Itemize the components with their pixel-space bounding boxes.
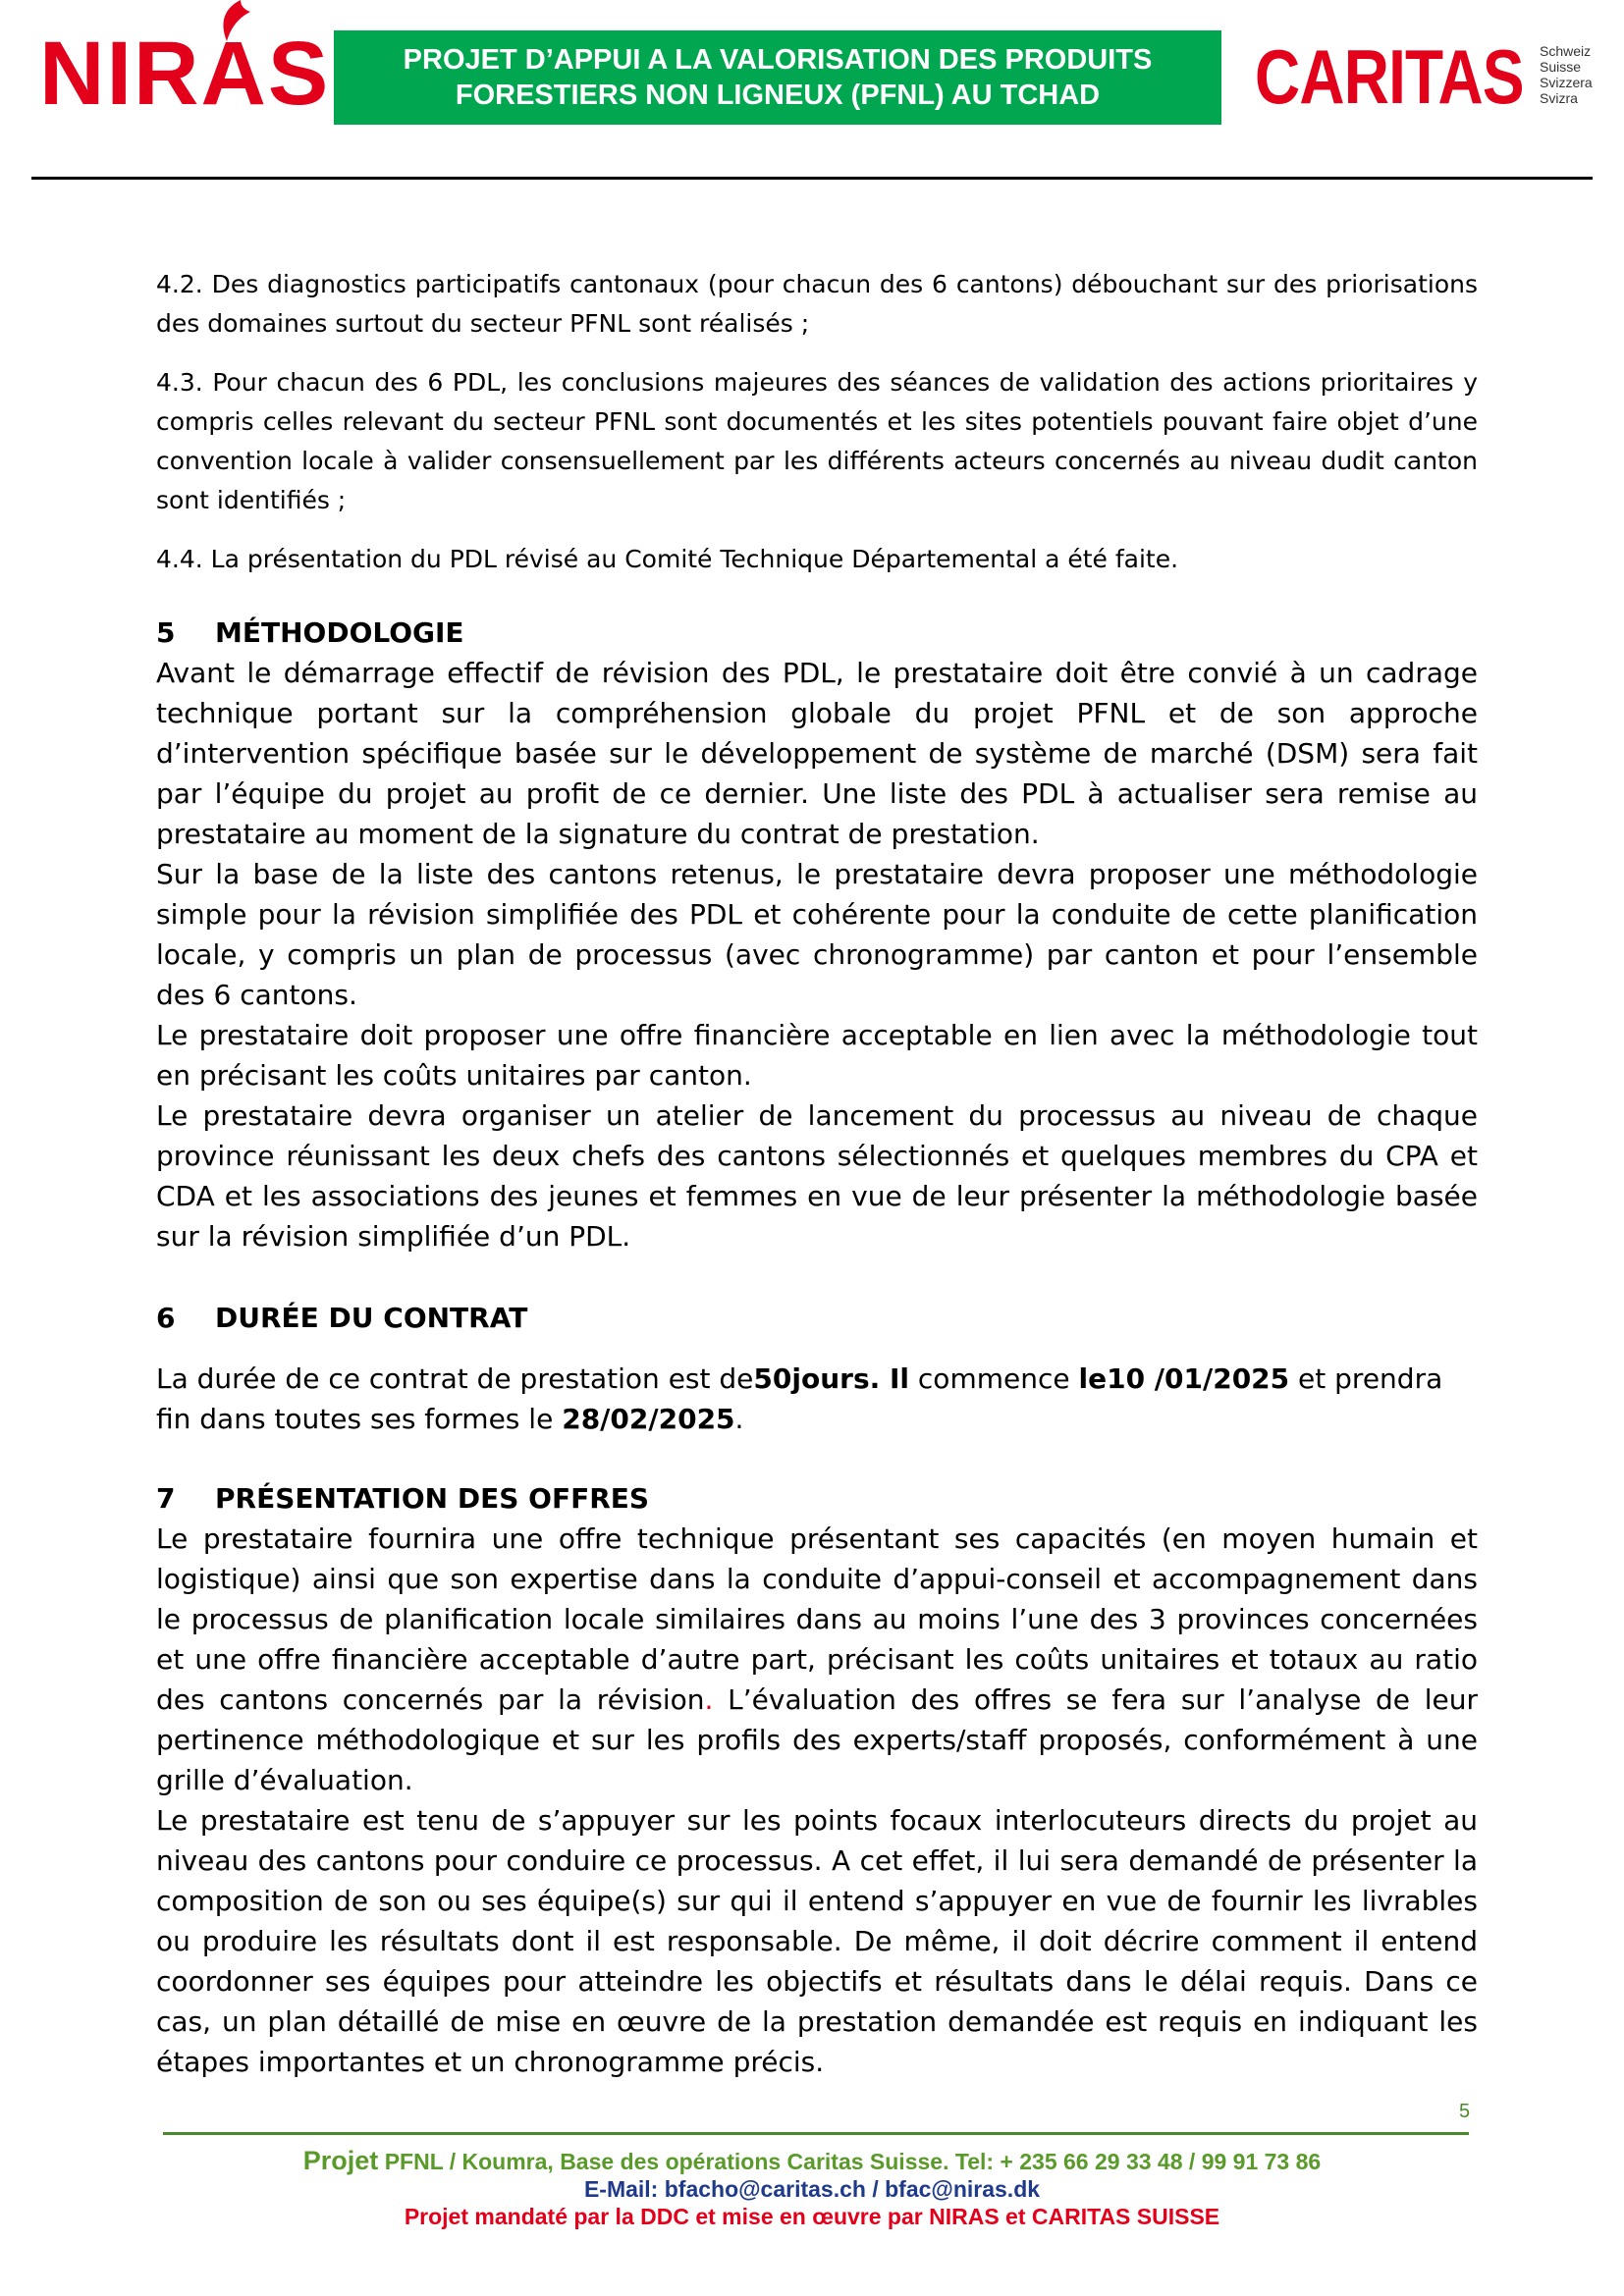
document-body-top: [156, 265, 1478, 599]
caritas-languages: [1540, 43, 1593, 106]
footer-address-line: [98, 2147, 1526, 2175]
section-7-paragraph-1: [156, 1519, 1478, 1800]
s6-text-1: La durée de ce contrat de prestation est de: [156, 1362, 754, 1395]
section-5-paragraph-4: Le prestataire devra organiser un atelier de lancement du processus au niveau de chaque province réunissant les deux chefs des cantons sélectionnés et quelques membres du CPA et CDA et les associations des jeunes et femmes en vue de leur présenter la méthodologie basée sur la révision simplifiée d’un PDL.: [156, 1099, 1478, 1253]
section-6-heading: [156, 1298, 1478, 1338]
niras-logo: [39, 24, 331, 124]
s6-text-2: commence: [909, 1362, 1079, 1395]
caritas-lang-3: Svizzera: [1540, 75, 1593, 90]
caritas-lang-1: Schweiz: [1540, 43, 1592, 59]
header-divider: [31, 177, 1593, 180]
footer-email-line: E-Mail: bfacho@caritas.ch / bfac@niras.dk: [583, 2176, 1041, 2202]
paragraph-4-3: 4.3. Pour chacun des 6 PDL, les conclusions majeures des séances de validation des actions prioritaires y compris celles relevant du secteur PFNL sont documentés et les sites potentiels pouvant faire objet d’une convention locale à valider consensuellement par les différents acteurs concernés au niveau dudit canton sont identifiés ;: [156, 368, 1478, 514]
footer-divider: [163, 2132, 1469, 2135]
section-5-heading: [156, 613, 1478, 653]
s6-text-4: .: [734, 1403, 744, 1435]
footer-address: PFNL / Koumra, Base des opérations Caritas Suisse. Tel: + 235 66 29 33 48 / 99 91 73 86: [378, 2149, 1322, 2174]
s6-duration: 50jours. Il: [753, 1362, 910, 1395]
s6-start-date: le10 /01/2025: [1078, 1362, 1290, 1395]
section-5-title: MÉTHODOLOGIE: [215, 616, 464, 649]
niras-logo-text: NIRAS: [39, 24, 331, 124]
footer: [98, 2147, 1526, 2230]
caritas-logo-text: CARITAS: [1255, 33, 1524, 120]
s6-end-date: 28/02/2025: [562, 1403, 735, 1435]
section-6-title: DURÉE DU CONTRAT: [215, 1302, 528, 1334]
section-7-number: 7: [156, 1482, 176, 1515]
section-5-paragraph-1: Avant le démarrage effectif de révision des PDL, le prestataire doit être convié à un cadrage technique portant sur la compréhension globale du projet PFNL et de son approche d’intervention spécifique basée sur le développement de système de marché (DSM) sera fait par l’équipe du projet au profit de ce dernier. Une liste des PDL à actualiser sera remise au prestataire au moment de la signature du contrat de prestation.: [156, 657, 1478, 850]
s7-red-period: .: [704, 1683, 714, 1716]
section-7-paragraph-2: Le prestataire est tenu de s’appuyer sur les points focaux interlocuteurs directs du projet au niveau des cantons pour conduire ce processus. A cet effet, il lui sera demandé de présenter la composition de son ou ses équipe(s) sur qui il entend s’appuyer en vue de fournir les livrables ou produire les résultats dont il est responsable. De même, il doit décrire comment il entend coordonner ses équipes pour atteindre les objectifs et résultats dans le délai requis. Dans ce cas, un plan détaillé de mise en œuvre de la prestation demandée est requis en indiquant les étapes importantes et un chronogramme précis.: [156, 1804, 1478, 2078]
section-5-number: 5: [156, 616, 176, 649]
s7-p1-part-a: Le prestataire fournira une offre technique présentant ses capacités (en moyen humain et logistique) ainsi que son expertise dans la conduite d’appui-conseil et accompagnement dans le processus de planification locale similaires dans au moins l’une des 3 provinces concernées et une offre financière acceptable d’autre part, précisant les coûts unitaires et totaux au ratio des cantons concernés par la révision: [156, 1522, 1478, 1716]
section-5-paragraph-3: Le prestataire doit proposer une offre financière acceptable en lien avec la méthodologie tout en précisant les coûts unitaires par canton.: [156, 1019, 1478, 1092]
section-7-title: PRÉSENTATION DES OFFRES: [215, 1482, 650, 1515]
project-title-banner: [334, 30, 1221, 125]
page-number: 5: [1459, 2101, 1471, 2122]
niras-leaf-icon: [211, 0, 254, 43]
paragraph-4-4: 4.4. La présentation du PDL révisé au Comité Technique Départemental a été faite.: [156, 545, 1179, 573]
caritas-lang-4: Svizra: [1540, 90, 1578, 106]
section-6-number: 6: [156, 1302, 176, 1334]
section-7-heading: [156, 1478, 1478, 1519]
footer-mandate-line: Projet mandaté par la DDC et mise en œuvre par NIRAS et CARITAS SUISSE: [404, 2204, 1220, 2229]
caritas-logo: [1255, 33, 1593, 120]
section-6-paragraph: [156, 1359, 1478, 1439]
section-5-paragraph-2: Sur la base de la liste des cantons retenus, le prestataire devra proposer une méthodologie simple pour la révision simplifiée des PDL et cohérente pour la conduite de cette planification locale, y compris un plan de processus (avec chronogramme) par canton et pour l’ensemble des 6 cantons.: [156, 858, 1478, 1011]
caritas-lang-2: Suisse: [1540, 59, 1582, 75]
s7-p1-part-b: L’évaluation des offres se fera sur l’analyse de leur pertinence méthodologique et sur les profils des experts/staff proposés, conformément à une grille d’évaluation.: [156, 1683, 1478, 1796]
s6-text-3: et prendra fin dans toutes ses formes le: [156, 1362, 1443, 1435]
banner-line-2: FORESTIERS NON LIGNEUX (PFNL) AU TCHAD: [455, 80, 1101, 111]
footer-projet-word: Projet: [302, 2146, 379, 2175]
banner-line-1: PROJET D’APPUI A LA VALORISATION DES PRODUITS: [403, 44, 1153, 76]
document-body-sections: [156, 613, 1478, 2082]
paragraph-4-2: 4.2. Des diagnostics participatifs cantonaux (pour chacun des 6 cantons) débouchant sur des priorisations des domaines surtout du secteur PFNL sont réalisés ;: [156, 270, 1478, 338]
